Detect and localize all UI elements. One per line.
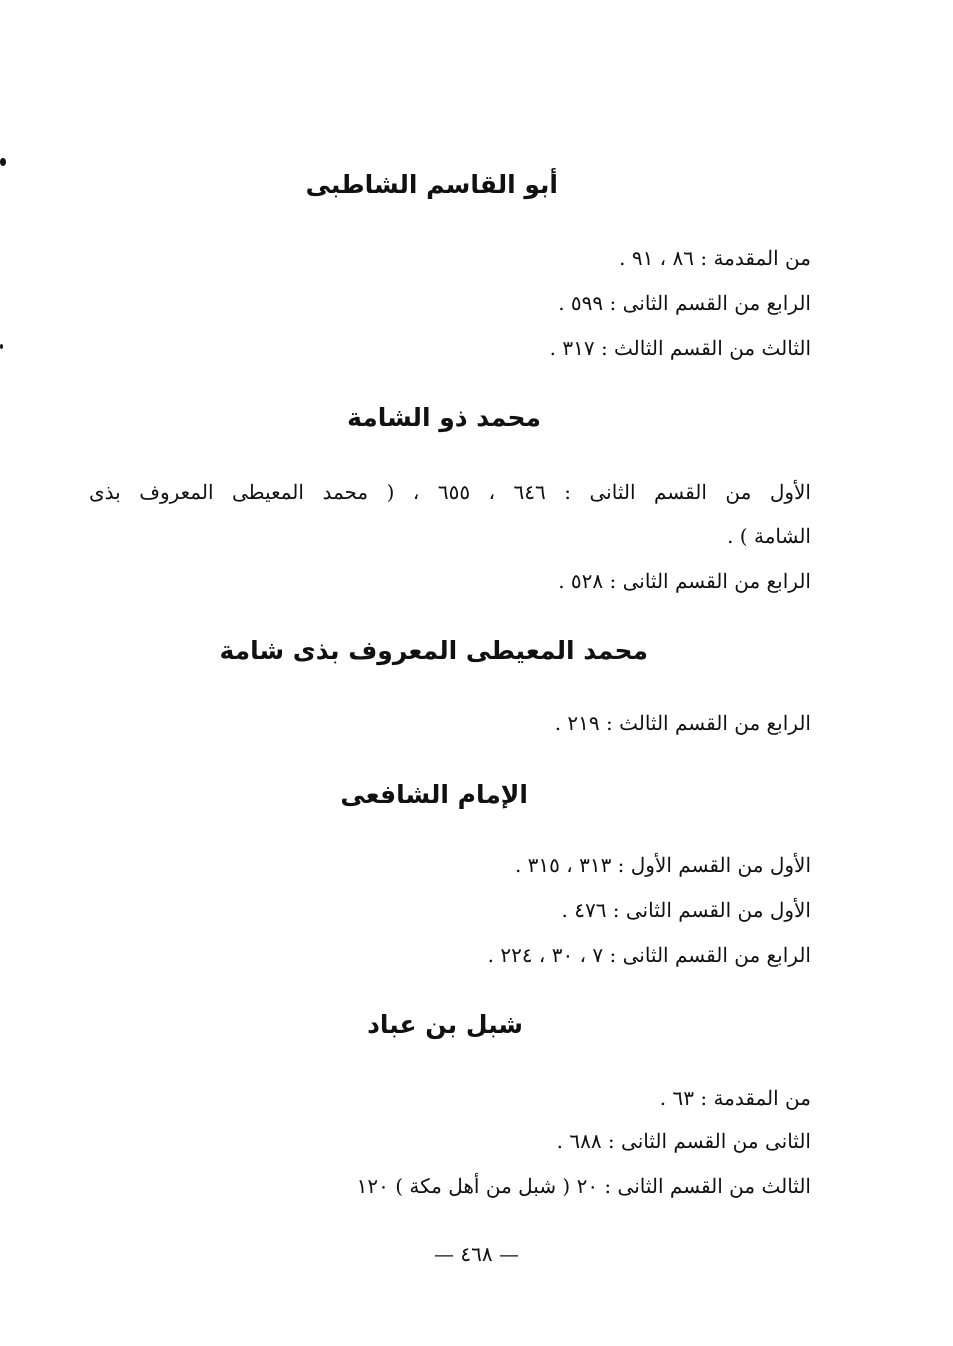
- index-line: الرابع من القسم الثانى : ٧ ، ٣٠ ، ٢٢٤ .: [487, 943, 811, 967]
- index-line: الشامة ) .: [727, 524, 811, 548]
- index-line: الأول من القسم الثانى : ٤٧٦ .: [561, 898, 811, 922]
- index-line: الثانى من القسم الثانى : ٦٨٨ .: [556, 1129, 811, 1153]
- margin-mark: [0, 344, 3, 349]
- index-line: من المقدمة : ٨٦ ، ٩١ .: [619, 246, 811, 270]
- index-line: الرابع من القسم الثانى : ٥٢٨ .: [558, 569, 811, 593]
- margin-mark: [0, 158, 6, 166]
- index-line: الأول من القسم الأول : ٣١٣ ، ٣١٥ .: [514, 853, 811, 877]
- index-line: الثالث من القسم الثانى : ٢٠ ( شبل من أهل مكة ) ١٢٠: [356, 1174, 811, 1198]
- index-line: من المقدمة : ٦٣ .: [659, 1086, 811, 1110]
- index-line: الرابع من القسم الثالث : ٢١٩ .: [554, 711, 811, 735]
- section-heading: شبل بن عباد: [367, 1010, 523, 1039]
- section-heading: محمد ذو الشامة: [347, 403, 541, 432]
- section-heading: الإمام الشافعى: [340, 780, 528, 809]
- index-line: الأول من القسم الثانى : ٦٤٦ ، ٦٥٥ ، ( محمد المعيطى المعروف بذى: [89, 480, 811, 504]
- section-heading: محمد المعيطى المعروف بذى شامة: [219, 636, 648, 665]
- page-number: — ٤٦٨ —: [434, 1242, 519, 1266]
- index-line: الثالث من القسم الثالث : ٣١٧ .: [549, 336, 811, 360]
- section-heading: أبو القاسم الشاطبى: [305, 170, 558, 199]
- index-line: الرابع من القسم الثانى : ٥٩٩ .: [558, 291, 811, 315]
